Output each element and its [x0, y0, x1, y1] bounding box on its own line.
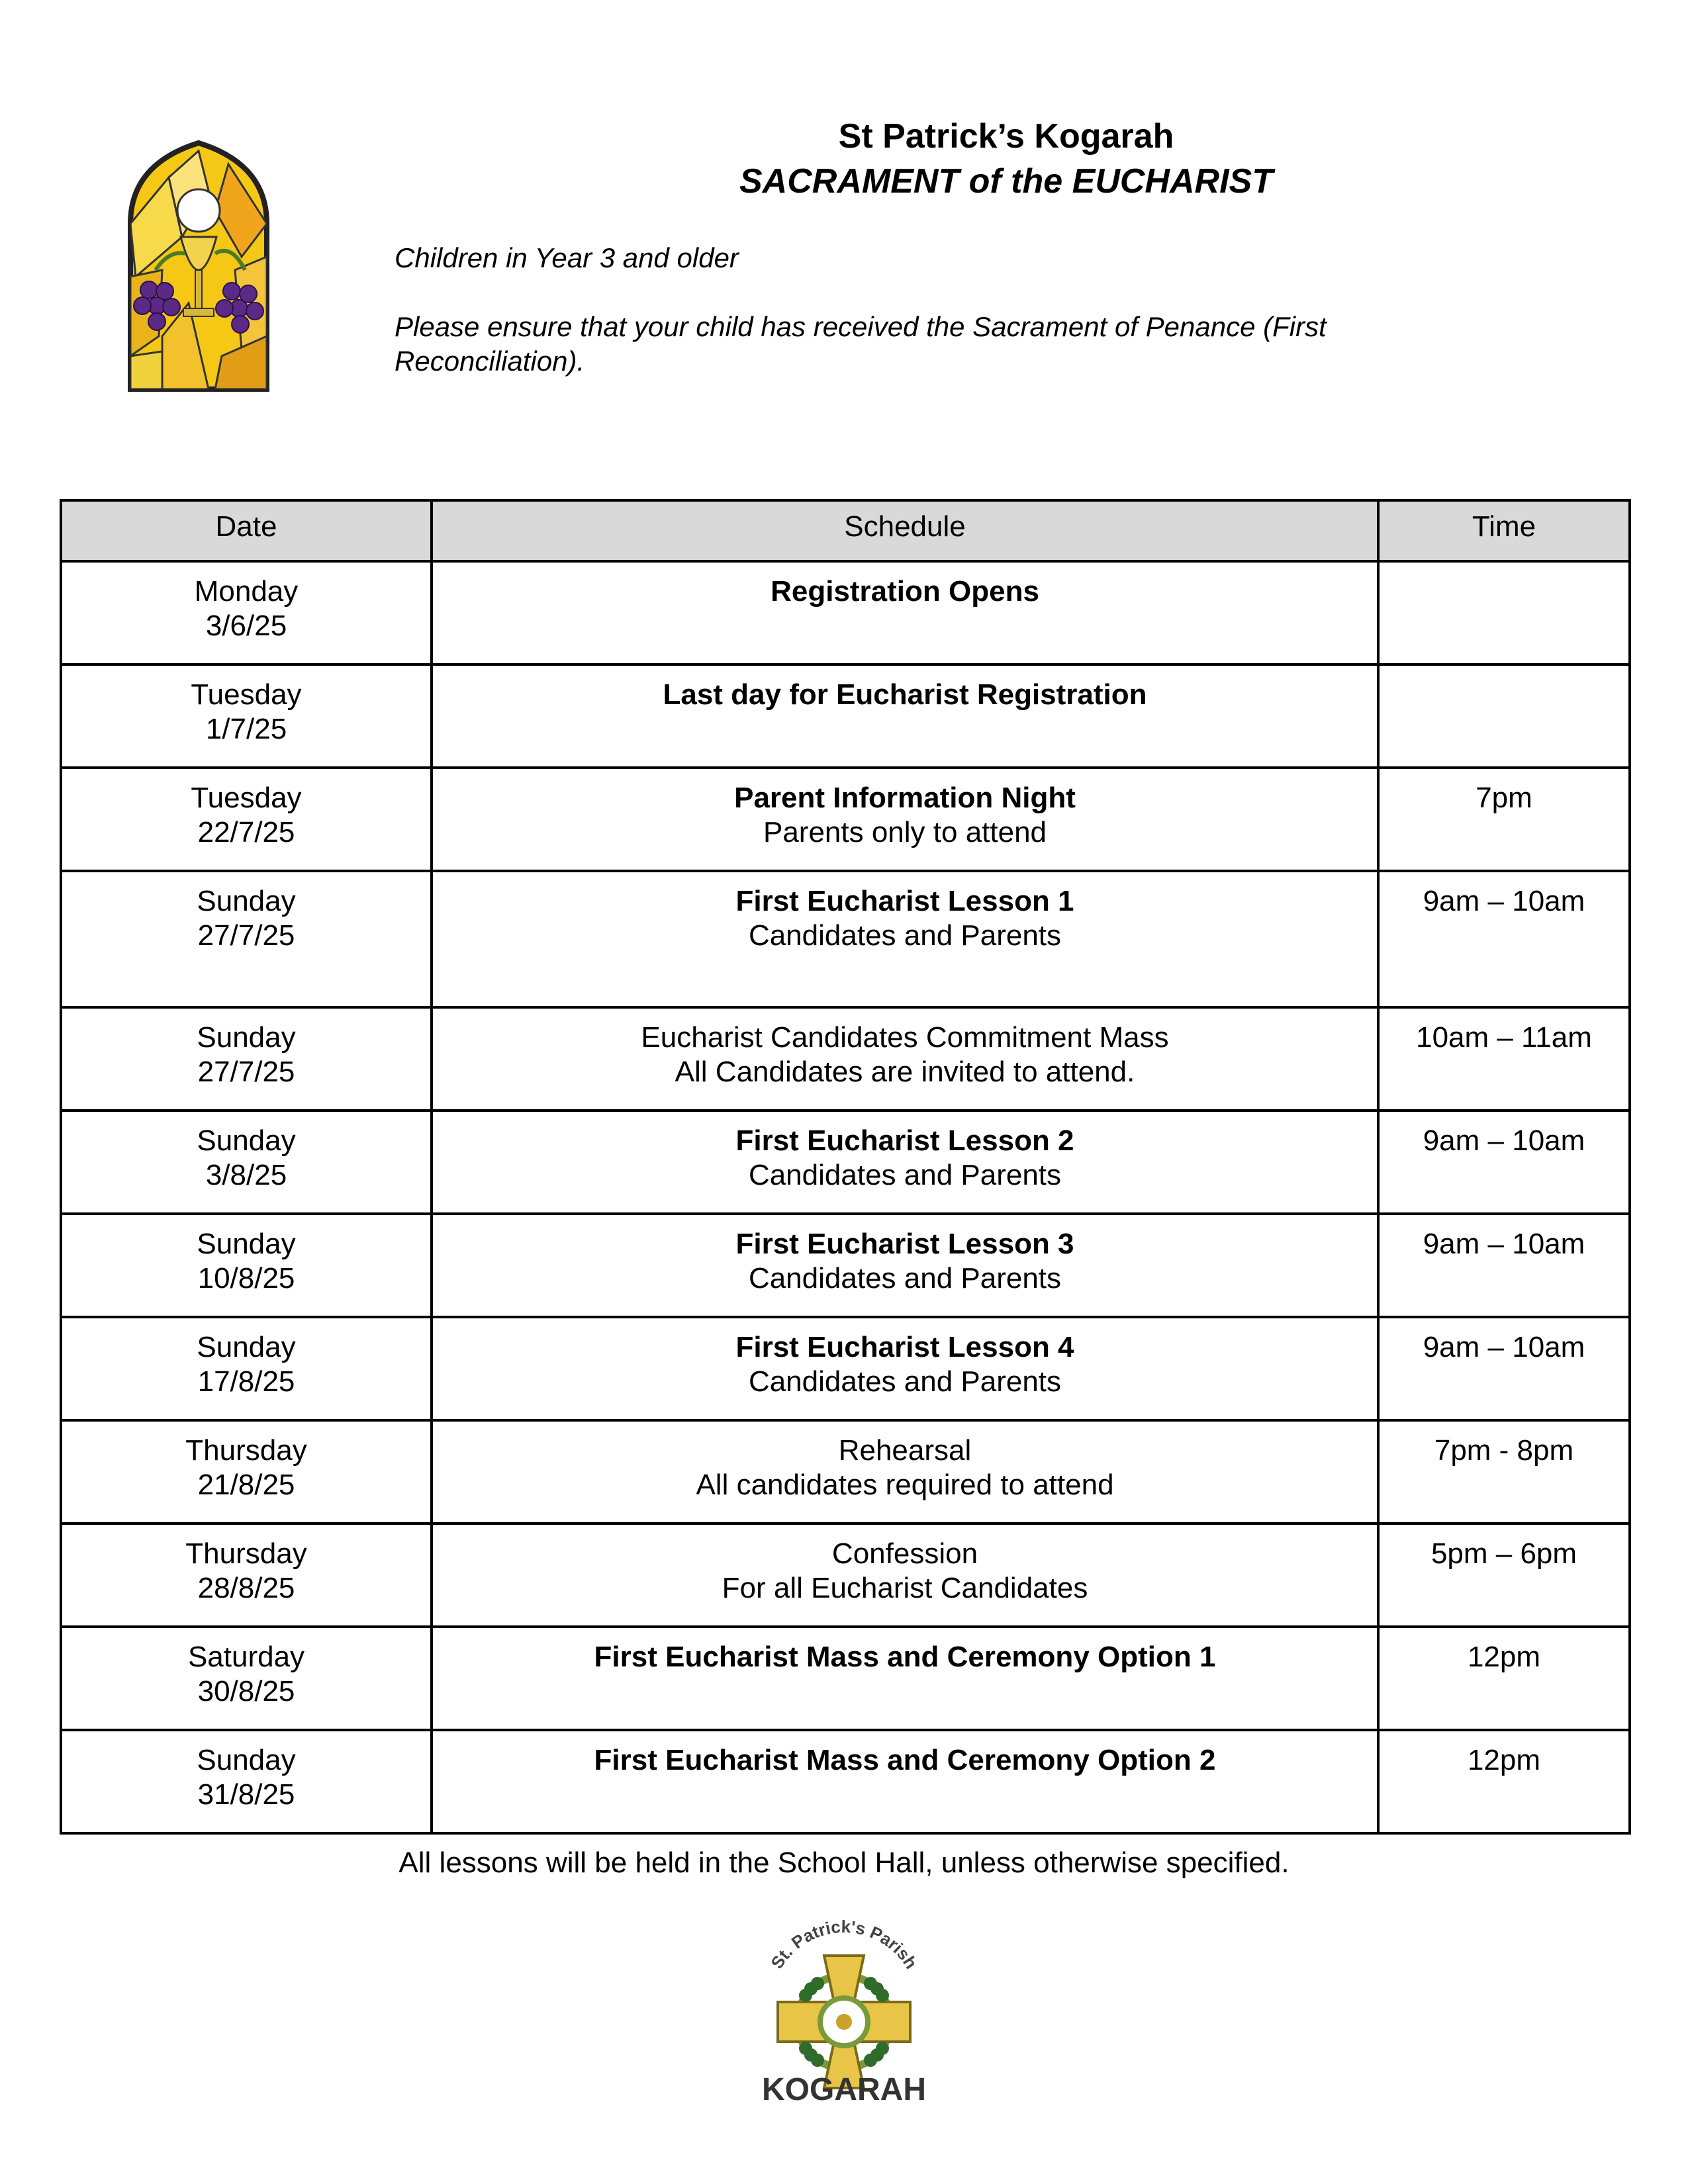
time-cell: 9am – 10am — [1378, 871, 1630, 1007]
schedule-cell — [432, 1420, 1378, 1524]
time-cell: 7pm — [1378, 768, 1630, 871]
table-row — [61, 871, 1630, 1007]
table-row — [61, 1111, 1630, 1214]
table-row — [61, 1627, 1630, 1730]
day-name: Sunday — [197, 1331, 296, 1363]
event-title: Parent Information Night — [734, 782, 1076, 814]
event-title: First Eucharist Lesson 1 — [735, 885, 1074, 917]
date-cell — [61, 1627, 432, 1730]
time-cell: 5pm – 6pm — [1378, 1524, 1630, 1627]
table-row — [61, 768, 1630, 871]
event-detail: Candidates and Parents — [748, 1159, 1062, 1191]
event-detail: Candidates and Parents — [748, 919, 1062, 952]
table-row — [61, 664, 1630, 768]
seal-arc-text: St. Patrick's Parish — [767, 1916, 921, 1973]
time-cell — [1378, 664, 1630, 768]
date-value: 30/8/25 — [197, 1675, 295, 1707]
day-name: Thursday — [185, 1434, 307, 1467]
date-cell — [61, 561, 432, 664]
event-title: Rehearsal — [838, 1434, 972, 1467]
event-title: First Eucharist Mass and Ceremony Option 2 — [594, 1744, 1216, 1776]
time-cell: 12pm — [1378, 1627, 1630, 1730]
time-cell: 7pm - 8pm — [1378, 1420, 1630, 1524]
schedule-cell — [432, 1317, 1378, 1420]
event-detail: For all Eucharist Candidates — [722, 1572, 1088, 1604]
table-header-row — [61, 500, 1630, 561]
date-cell — [61, 768, 432, 871]
date-cell — [61, 871, 432, 1007]
schedule-cell — [432, 1627, 1378, 1730]
schedule-cell — [432, 664, 1378, 768]
event-title: Last day for Eucharist Registration — [663, 678, 1147, 711]
date-value: 3/8/25 — [205, 1159, 287, 1191]
event-detail: All Candidates are invited to attend. — [675, 1056, 1135, 1088]
schedule-cell — [432, 561, 1378, 664]
date-value: 28/8/25 — [197, 1572, 295, 1604]
time-cell: 12pm — [1378, 1730, 1630, 1833]
event-title: First Eucharist Lesson 2 — [735, 1124, 1074, 1157]
schedule-cell — [432, 1524, 1378, 1627]
page-title: St Patrick’s Kogarah — [838, 117, 1174, 156]
time-cell: 10am – 11am — [1378, 1007, 1630, 1111]
column-header-schedule: Schedule — [432, 500, 1378, 561]
event-title: First Eucharist Mass and Ceremony Option 1 — [594, 1641, 1216, 1673]
schedule-table — [60, 499, 1631, 1835]
date-value: 22/7/25 — [197, 816, 295, 848]
event-title: First Eucharist Lesson 4 — [735, 1331, 1074, 1363]
event-title: Registration Opens — [771, 575, 1039, 608]
page-subtitle: SACRAMENT of the EUCHARIST — [739, 162, 1273, 201]
table-row — [61, 1730, 1630, 1833]
date-value: 21/8/25 — [197, 1469, 295, 1501]
day-name: Tuesday — [191, 678, 302, 711]
event-detail: All candidates required to attend — [696, 1469, 1114, 1501]
date-cell — [61, 664, 432, 768]
event-title: First Eucharist Lesson 3 — [735, 1228, 1074, 1260]
date-value: 31/8/25 — [197, 1778, 295, 1811]
date-cell — [61, 1730, 432, 1833]
event-detail: Candidates and Parents — [748, 1365, 1062, 1398]
schedule-cell — [432, 1730, 1378, 1833]
day-name: Tuesday — [191, 782, 302, 814]
schedule-cell — [432, 1111, 1378, 1214]
schedule-cell — [432, 1214, 1378, 1317]
date-value: 27/7/25 — [197, 1056, 295, 1088]
penance-note: Please ensure that your child has received the Sacrament of Penance (First Reconciliation). — [395, 311, 1327, 377]
table-row — [61, 1214, 1630, 1317]
schedule-cell — [432, 1007, 1378, 1111]
date-value: 3/6/25 — [205, 610, 287, 642]
column-header-time: Time — [1378, 500, 1630, 561]
day-name: Sunday — [197, 1228, 296, 1260]
date-value: 17/8/25 — [197, 1365, 295, 1398]
day-name: Thursday — [185, 1537, 307, 1570]
date-cell — [61, 1111, 432, 1214]
location-note: All lessons will be held in the School Hall, unless otherwise specified. — [399, 1846, 1289, 1879]
date-cell — [61, 1007, 432, 1111]
table-row — [61, 1007, 1630, 1111]
date-cell — [61, 1524, 432, 1627]
stained-glass-window-icon — [122, 138, 275, 393]
date-cell — [61, 1420, 432, 1524]
time-cell: 9am – 10am — [1378, 1214, 1630, 1317]
schedule-cell — [432, 768, 1378, 871]
time-cell — [1378, 561, 1630, 664]
date-value: 1/7/25 — [205, 713, 287, 745]
eligibility-note: Children in Year 3 and older — [395, 242, 739, 273]
table-row — [61, 1524, 1630, 1627]
day-name: Monday — [194, 575, 299, 608]
table-row — [61, 1317, 1630, 1420]
event-title: Eucharist Candidates Commitment Mass — [641, 1021, 1169, 1054]
day-name: Saturday — [187, 1641, 305, 1673]
event-detail: Candidates and Parents — [748, 1262, 1062, 1295]
column-header-date: Date — [61, 500, 432, 561]
date-cell — [61, 1214, 432, 1317]
date-value: 27/7/25 — [197, 919, 295, 952]
time-cell: 9am – 10am — [1378, 1111, 1630, 1214]
seal-word: KOGARAH — [762, 2072, 926, 2107]
day-name: Sunday — [197, 1021, 296, 1054]
event-title: Confession — [831, 1537, 978, 1570]
time-cell: 9am – 10am — [1378, 1317, 1630, 1420]
table-row — [61, 1420, 1630, 1524]
day-name: Sunday — [197, 1744, 296, 1776]
date-cell — [61, 1317, 432, 1420]
date-value: 10/8/25 — [197, 1262, 295, 1295]
day-name: Sunday — [197, 1124, 296, 1157]
schedule-cell — [432, 871, 1378, 1007]
table-row — [61, 561, 1630, 664]
day-name: Sunday — [197, 885, 296, 917]
event-detail: Parents only to attend — [763, 816, 1047, 848]
